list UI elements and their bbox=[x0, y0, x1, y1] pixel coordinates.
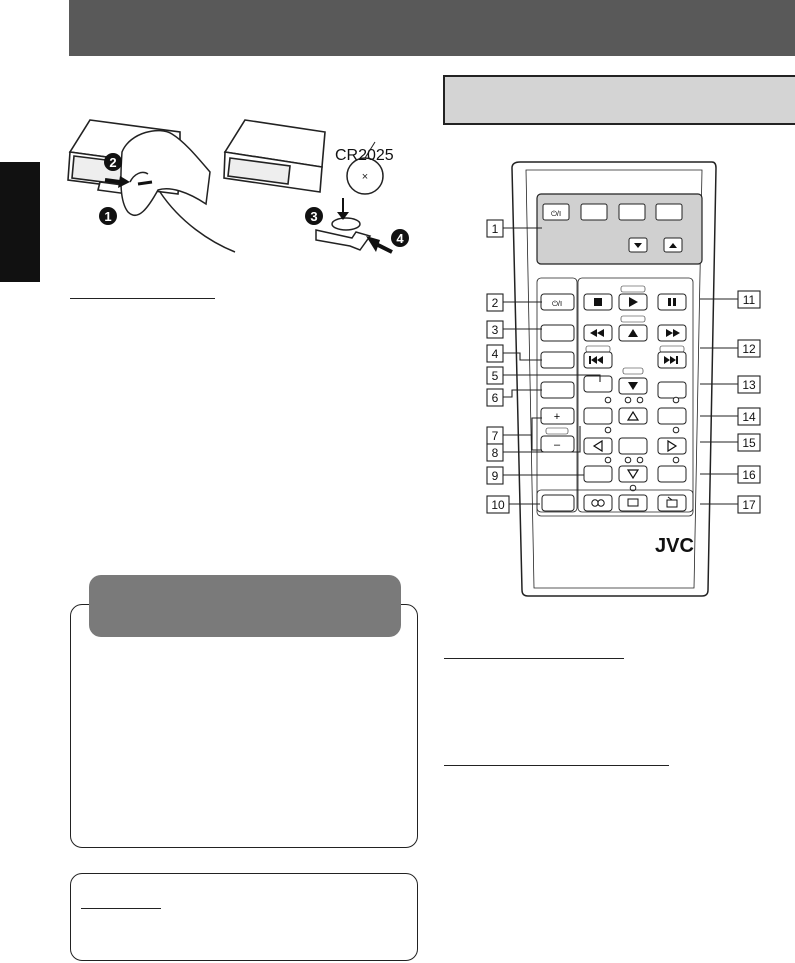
callout-4: 4 bbox=[491, 347, 499, 361]
arrow-icon bbox=[366, 236, 380, 252]
heading-rule bbox=[70, 298, 215, 299]
arrow-icon bbox=[138, 182, 152, 184]
arrow-icon bbox=[105, 180, 120, 182]
callout-6: 6 bbox=[491, 391, 499, 405]
callout-5: 5 bbox=[491, 369, 499, 383]
callout-3: 3 bbox=[491, 323, 499, 337]
callout-1: 1 bbox=[491, 222, 499, 236]
callout-line bbox=[503, 418, 542, 450]
callout-line bbox=[503, 375, 600, 382]
power-label: ⏻/I bbox=[551, 299, 563, 308]
callout-11: 11 bbox=[742, 293, 756, 307]
callout-9: 9 bbox=[491, 469, 499, 483]
heading-rule bbox=[444, 658, 624, 659]
language-tab bbox=[0, 162, 40, 282]
callouts bbox=[480, 200, 770, 520]
step-1-label: 1 bbox=[104, 209, 112, 224]
note-panel bbox=[70, 873, 418, 961]
battery-plus-mark: × bbox=[361, 171, 369, 183]
header-bar bbox=[69, 0, 795, 56]
callout-13: 13 bbox=[742, 378, 756, 392]
warning-panel-tab bbox=[89, 575, 401, 637]
callout-8: 8 bbox=[491, 446, 499, 460]
callout-line bbox=[503, 390, 542, 397]
battery-illustration bbox=[60, 112, 420, 282]
battery-holder bbox=[316, 218, 370, 250]
callout-2: 2 bbox=[491, 296, 499, 310]
step-3-label: 3 bbox=[310, 209, 318, 224]
callout-14: 14 bbox=[742, 410, 756, 424]
plus-label: + bbox=[553, 411, 561, 423]
panel-power-label: ⏻/I bbox=[550, 209, 562, 218]
warning-panel bbox=[70, 604, 418, 848]
callout-line bbox=[503, 426, 580, 452]
section-heading-box bbox=[443, 75, 795, 125]
callout-line bbox=[503, 353, 542, 360]
callout-17: 17 bbox=[742, 498, 756, 512]
remote-bottom-illustration bbox=[224, 120, 325, 192]
minus-label: – bbox=[553, 439, 561, 451]
callout-10: 10 bbox=[491, 498, 505, 512]
brand-logo: JVC bbox=[655, 535, 694, 557]
callout-16: 16 bbox=[742, 468, 756, 482]
callout-7: 7 bbox=[491, 429, 499, 443]
step-4-label: 4 bbox=[396, 231, 404, 246]
callout-15: 15 bbox=[742, 436, 756, 450]
battery-type-label: CR2025 bbox=[335, 147, 394, 164]
heading-rule bbox=[444, 765, 669, 766]
step-2-label: 2 bbox=[109, 155, 117, 170]
callout-12: 12 bbox=[742, 342, 756, 356]
note-heading-rule bbox=[81, 908, 161, 909]
